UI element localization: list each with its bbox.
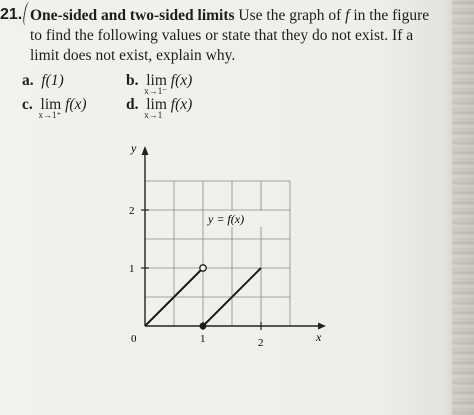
- y-axis-arrow: [142, 146, 149, 155]
- problem-title: One-sided and two-sided limits: [30, 7, 235, 24]
- part-b-sub: x→1⁻: [144, 86, 168, 96]
- part-d-label: d.: [126, 96, 139, 113]
- part-a-label: a.: [22, 72, 34, 89]
- y-tick-label: 1: [129, 263, 135, 275]
- function-name: f: [345, 7, 350, 24]
- x-axis-arrow: [318, 323, 326, 330]
- statement-line3: limit does not exist, explain why.: [30, 47, 236, 64]
- closed-endpoint: [200, 323, 207, 330]
- part-d-expr: f(x): [170, 96, 193, 113]
- part-d-lim: lim: [146, 96, 167, 113]
- part-c-sub: x→1⁺: [38, 110, 62, 120]
- statement-line1: Use the graph of: [238, 7, 342, 24]
- part-b-lim: lim: [146, 72, 167, 89]
- statement-line1-end: in the figure: [353, 7, 430, 24]
- x-tick-label: 1: [200, 333, 206, 345]
- part-a-expr: f(1): [41, 72, 64, 89]
- x-tick-label: 2: [258, 337, 264, 349]
- part-c-label: c.: [22, 96, 33, 113]
- part-b-expr: f(x): [170, 72, 193, 89]
- origin-label: 0: [131, 333, 137, 345]
- problem-number: 21.: [0, 6, 23, 23]
- y-tick-label: 2: [129, 205, 135, 217]
- y-axis-label: y: [131, 141, 137, 155]
- open-endpoint: [200, 265, 206, 271]
- part-c-expr: f(x): [65, 96, 87, 113]
- part-b-label: b.: [126, 72, 139, 89]
- part-d-sub: x→1: [144, 110, 163, 120]
- part-c-lim: lim: [40, 96, 62, 113]
- statement-line2: to find the following values or state that they do not exist. If a: [30, 27, 414, 44]
- function-label: y = f(x): [208, 212, 245, 226]
- x-axis-label: x: [316, 330, 322, 344]
